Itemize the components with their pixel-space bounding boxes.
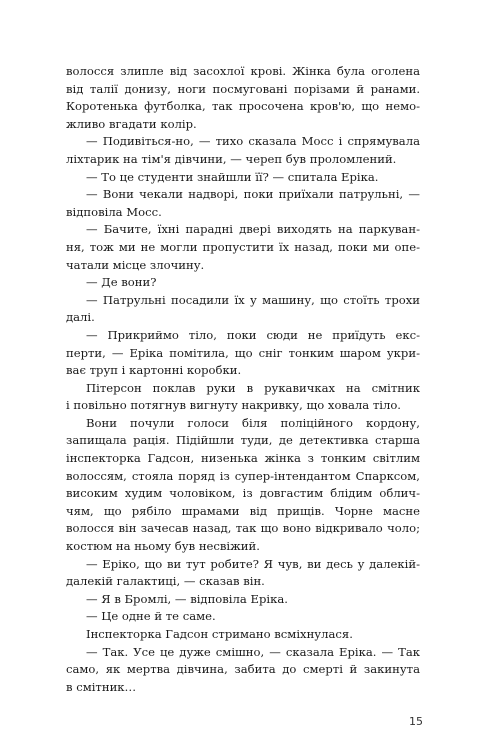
text-line: ває труп і картонні коробки. (66, 363, 242, 378)
text-line: ліхтарик на тім'я дівчини, — череп був проломлений. (66, 151, 397, 166)
text-line: волоссям, стояла поряд із супер-інтендантом Спарксом, (66, 468, 420, 483)
text-line: волосся він зачесав назад, так що воно відкривало чоло; (66, 521, 420, 536)
text-line: ня, тож ми не могли пропустити їх назад, поки ми опе- (66, 239, 420, 254)
text-line: жливо вгадати колір. (66, 116, 197, 131)
text-line: відповіла Мосс. (66, 204, 162, 219)
text-line: Коротенька футболка, так просочена кров'ю, що немо- (66, 99, 420, 114)
text-line: високим худим чоловіком, із довгастим блідим облич- (66, 486, 420, 501)
text-line: далекій галактиці, — сказав він. (66, 574, 265, 589)
text-line: далі. (66, 310, 95, 325)
text-line: — Еріко, що ви тут робите? Я чув, ви десь у далекій- (86, 556, 420, 571)
text-line: Пітерсон поклав руки в рукавичках на смітник (86, 380, 420, 395)
text-line: — Патрульні посадили їх у машину, що стоїть трохи (86, 292, 420, 307)
text-line: — Так. Усе це дуже смішно, — сказала Еріка. — Так (86, 644, 420, 659)
text-line: — Я в Бромлі, — відповіла Еріка. (86, 591, 288, 606)
text-line: — То це студенти знайшли її? — спитала Еріка. (86, 169, 379, 184)
text-line: і повільно потягнув вигнуту накривку, що ховала тіло. (66, 398, 401, 413)
body-text (66, 63, 420, 696)
text-line: — Де вони? (86, 275, 157, 290)
text-line: чям, що рябіло шрамами від прищів. Чорне масне (66, 503, 420, 518)
text-line: в смітник… (66, 679, 137, 694)
text-line: — Це одне й те саме. (86, 609, 216, 624)
text-line: запищала рація. Підійшли туди, де детективка старша (66, 433, 420, 448)
text-line: інспекторка Гадсон, низенька жінка з тонким світлим (66, 451, 420, 466)
text-line: само, як мертва дівчина, забита до смерті й закинута (66, 662, 420, 677)
text-line: — Подивіться-но, — тихо сказала Мосс і спрямувала (86, 134, 420, 149)
text-line: — Бачите, їхні парадні двері виходять на паркуван- (86, 222, 420, 237)
text-line: від талії донизу, ноги посмуговані порізами й ранами. (66, 81, 420, 96)
text-line: — Прикриймо тіло, поки сюди не приїдуть екс- (86, 327, 420, 342)
page-number: 15 (409, 715, 423, 728)
text-line: Вони почули голоси біля поліційного кордону, (86, 415, 420, 430)
text-line: костюм на ньому був несвіжий. (66, 539, 260, 554)
text-line: волосся злипле від засохлої крові. Жінка була оголена (66, 64, 420, 78)
text-line: перти, — Еріка помітила, що сніг тонким шаром укри- (66, 345, 420, 360)
text-line: чатали місце злочину. (66, 257, 205, 272)
text-line: — Вони чекали надворі, поки приїхали патрульні, — (86, 187, 420, 202)
text-line: Інспекторка Гадсон стримано всміхнулася. (86, 627, 353, 641)
